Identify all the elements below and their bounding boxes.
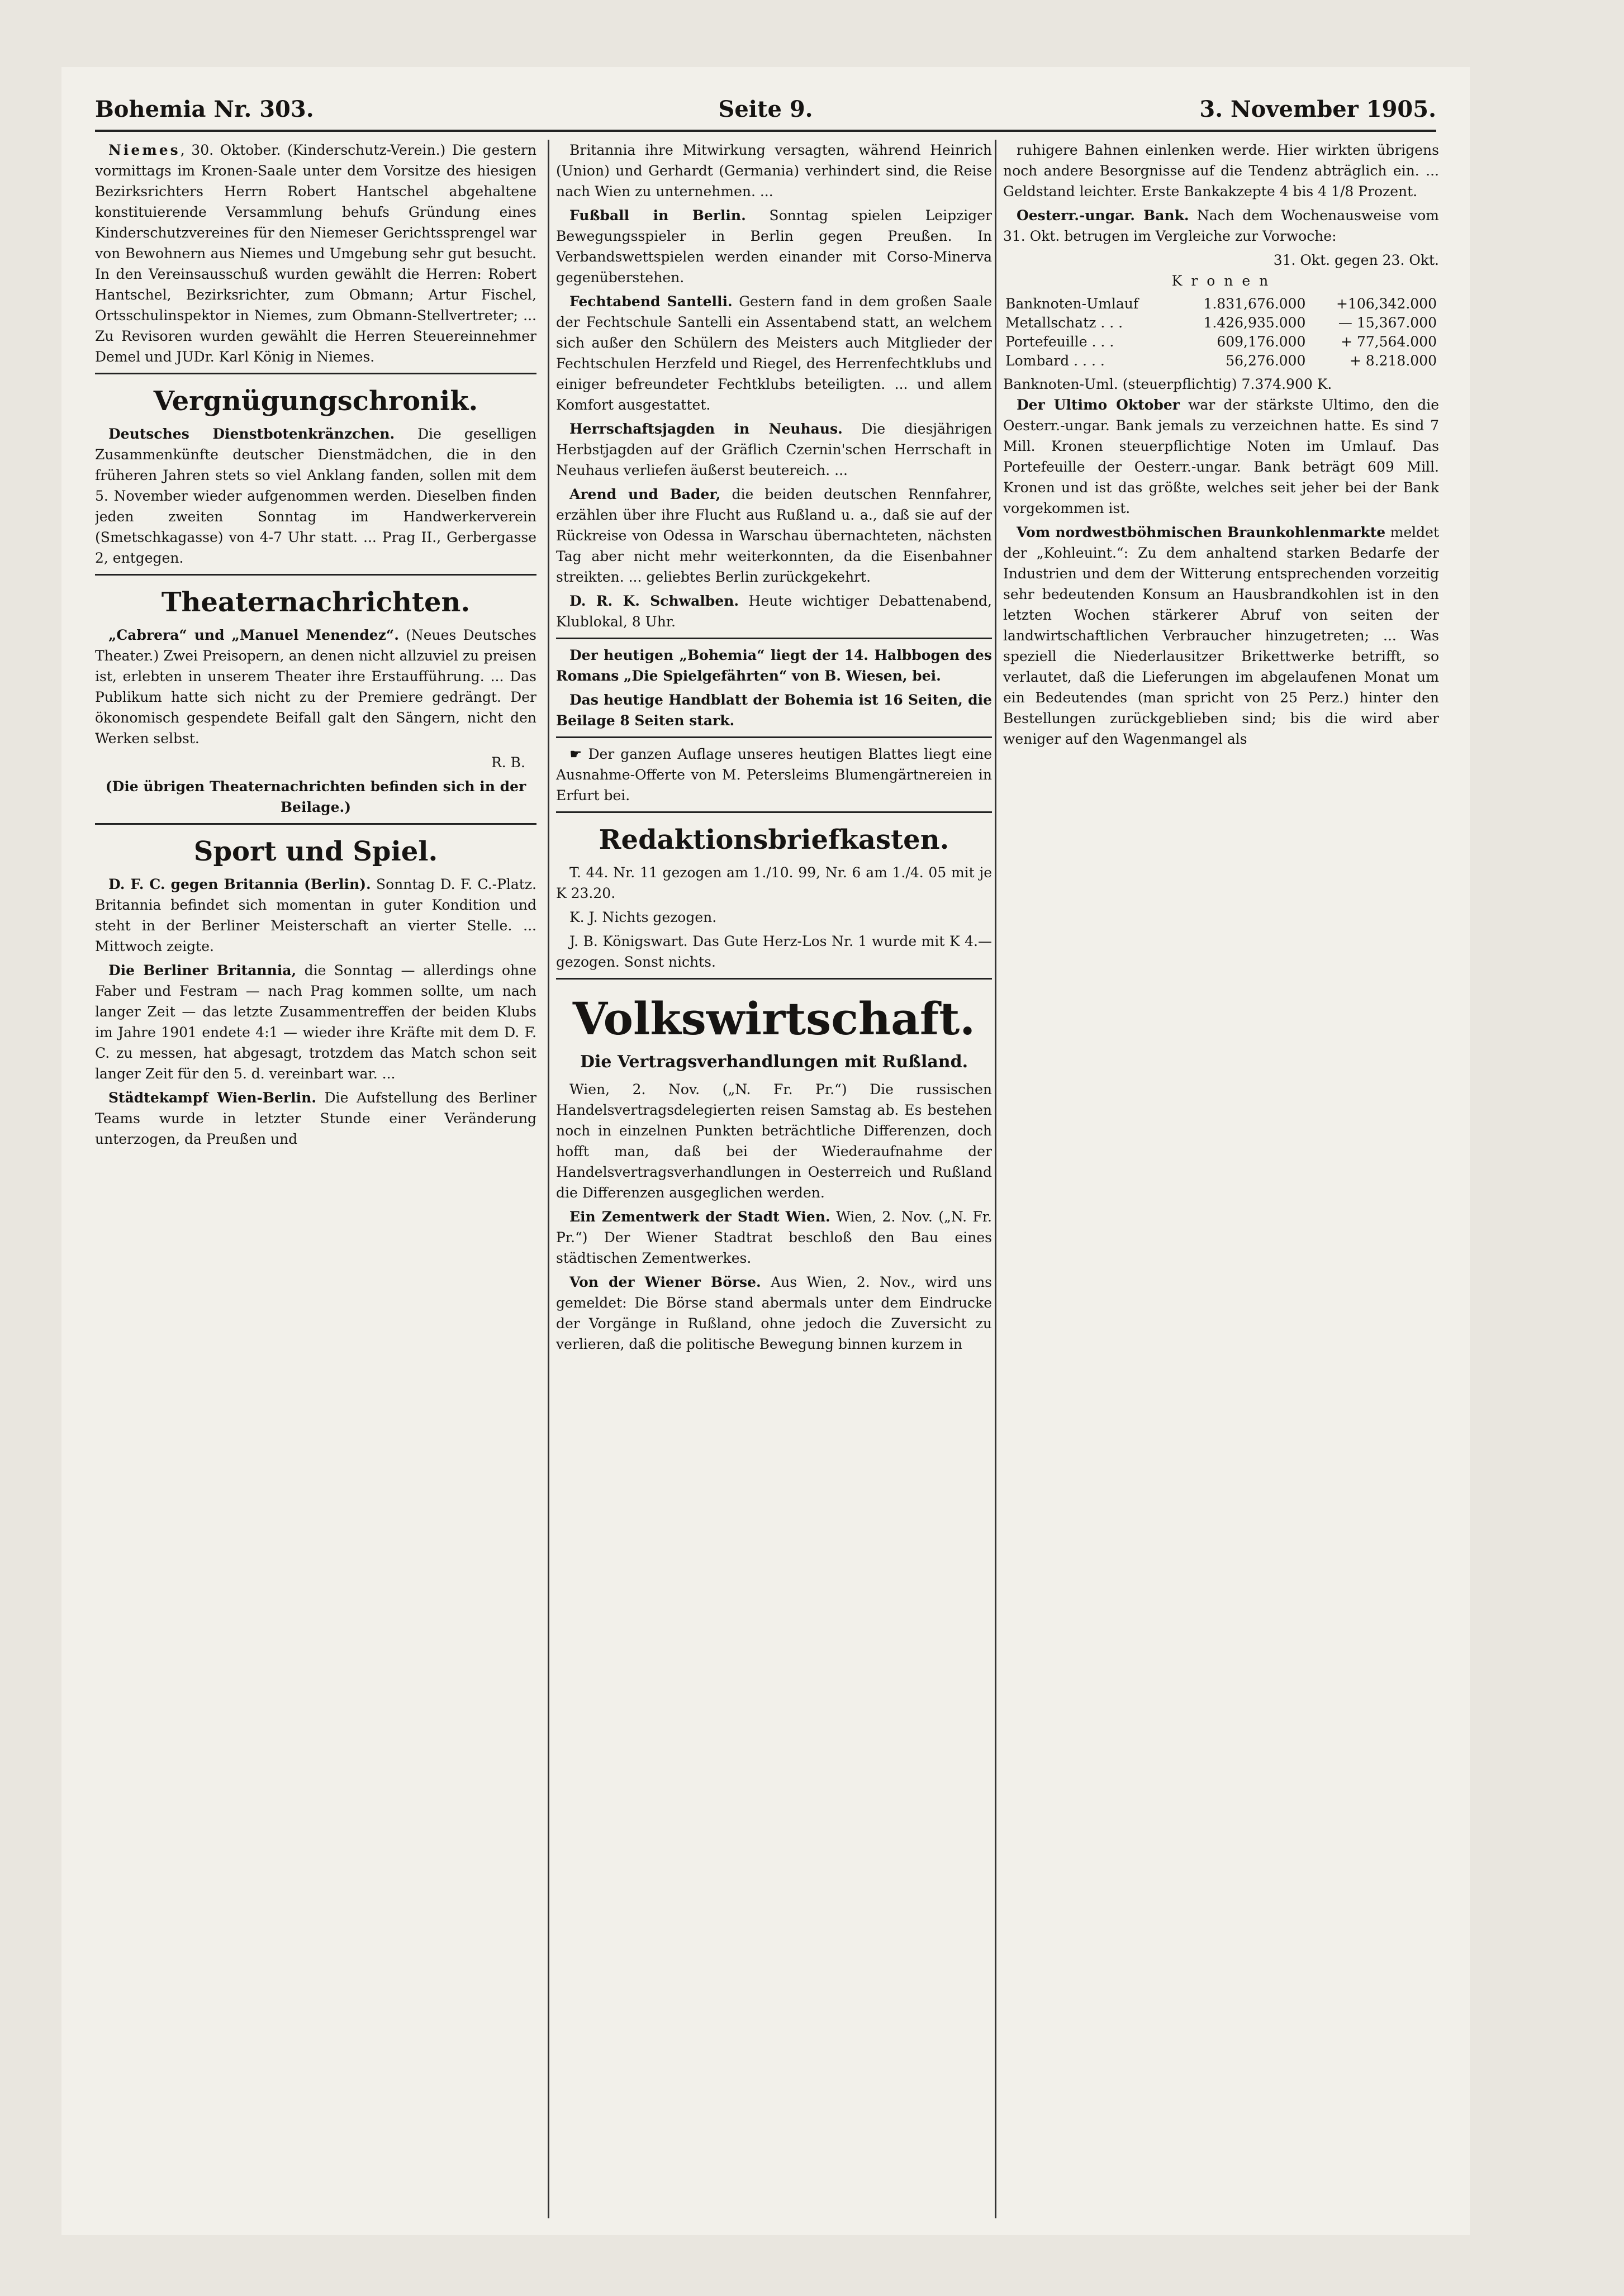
table-row	[1003, 332, 1439, 351]
column-3	[995, 140, 1439, 2218]
article-text: die Sonntag — allerdings ohne Faber und Festram — nach Prag kommen sollte, um nach langer Zeit — das letzte Zusammentreffen der beiden Klubs im Jahre 1901 endete 4:1 — wieder ihre Kräfte mit dem D. F. C. zu messen, hat abgesagt, trotzdem das Match schon seit langer Zeit für den 5. d. vereinbart war. ...	[95, 962, 536, 1082]
article-cabrera	[95, 625, 536, 749]
article-text: Heute wichtiger Debattenabend, Klublokal, 8 Uhr.	[556, 593, 992, 630]
section-heading-sport: Sport und Spiel.	[193, 836, 438, 867]
row-label: Portefeuille . . .	[1005, 334, 1114, 350]
article-text: Nach dem Wochenausweise vom 31. Okt. betrugen im Vergleiche zur Vorwoche:	[1003, 207, 1439, 244]
article-bank	[1003, 205, 1439, 246]
column-1	[95, 140, 536, 2218]
table-row	[1003, 294, 1439, 313]
article-title: Vom nordwestböhmischen Braunkohlenmarkte	[1017, 524, 1386, 540]
article-neuhaus	[556, 419, 992, 481]
article-text: die beiden deutschen Rennfahrer, erzählen über ihre Flucht aus Rußland u. a., daß sie auf der Rückreise von Odessa in Warschau übernachteten, nächsten Tag aber nicht mehr weiterkonnten, da die Eisenbahner streikten. ... geliebtes Berlin zurückgekehrt.	[556, 486, 992, 585]
column-2	[548, 140, 992, 2218]
article-title: D. R. K. Schwalben.	[569, 593, 739, 609]
article-title: Von der Wiener Börse.	[569, 1274, 761, 1290]
article-fussball	[556, 205, 992, 288]
notice-roman: Der heutigen „Bohemia“ liegt der 14. Halbbogen des Romans „Die Spielgefährten“ von B. Wiesen, bei.	[556, 647, 992, 684]
article-text: Aus Wien, 2. Nov., wird uns gemeldet: Die Börse stand abermals unter dem Eindrucke der Vorgänge in Rußland, ohne jedoch die Zuversicht zu verlieren, daß die politische Bewegung binnen kurzem in	[556, 1274, 992, 1352]
article-text: Sonntag D. F. C.-Platz. Britannia befindet sich momentan in guter Kondition und steht in der Berliner Meisterschaft an vierter Stelle. ... Mittwoch zeigte.	[95, 876, 536, 954]
article-text: Die geselligen Zusammenkünfte deutscher Dienstmädchen, die in den früheren Jahren stets so viel Anklang fanden, sollen mit dem 5. November wieder aufgenommen werden. Dieselben finden jeden zweiten Sonntag im Handwerkerverein (Smetschkagasse) von 4-7 Uhr statt. ... Prag II., Gerbergasse 2, entgegen.	[95, 426, 536, 566]
divider	[556, 811, 992, 813]
article-subheading: Die Vertragsverhandlungen mit Rußland.	[580, 1052, 968, 1072]
row-value: 1.426,935.000	[1203, 315, 1306, 331]
row-value: 56,276.000	[1226, 353, 1306, 369]
article-dfc-britannia	[95, 874, 536, 957]
article-title: Der Ultimo Oktober	[1017, 397, 1180, 413]
article-title: Oesterr.-ungar. Bank.	[1017, 207, 1189, 224]
divider	[95, 823, 536, 825]
article-title: „Cabrera“ und „Manuel Menendez“.	[108, 627, 399, 643]
bank-table	[1003, 294, 1439, 370]
article-title: D. F. C. gegen Britannia (Berlin).	[108, 876, 371, 892]
header-rule	[95, 130, 1436, 132]
article-title: Ein Zementwerk der Stadt Wien.	[569, 1209, 830, 1225]
article-title: Fechtabend Santelli.	[569, 293, 733, 310]
section-heading-vergnuegungschronik: Vergnügungschronik.	[153, 386, 478, 417]
row-change: + 8.218.000	[1349, 353, 1437, 369]
page-number: Seite 9.	[718, 96, 813, 122]
article-text: Gestern fand in dem großen Saale der Fechtschule Santelli ein Assentabend statt, an welchem sich außer den Schülern des Meisters auch Mitglieder der Fechtschulen Herzfeld und Riegel, des Herrenfechtklubs und einiger befreundeter Fechtklubs beteiligten. ... und allem Komfort ausgestattet.	[556, 293, 992, 413]
article-title: Deutsches Dienstbotenkränzchen.	[108, 426, 395, 442]
article-vertrag: Wien, 2. Nov. („N. Fr. Pr.“) Die russischen Handelsvertragsdelegierten reisen Samstag ab. Es bestehen noch in einzelnen Punkten beträchtliche Differenzen, doch hofft man, daß bei der Wiederaufnahme der Handelsvertragsverhandlungen in Oesterreich und Rußland die Differenzen ausgeglichen werden.	[556, 1081, 992, 1201]
article-niemes: Niemes, 30. Oktober. (Kinderschutz-Verein.) Die gestern vormittags im Kronen-Saale unter dem Vorsitze des hiesigen Bezirksrichters Herrn Robert Hantschel abgehaltene konstituierende Versammlung behufs Gründung eines Kinderschutzvereines für den Niemeser Gerichtssprengel war von Bewohnern aus Niemes und Umgebung sehr gut besucht. In den Vereinsausschuß wurden gewählt die Herren: Robert Hantschel, Bezirksrichter, zum Obmann; Artur Fischel, Ortsschulinspektor in Niemes, zum Obmann-Stellvertreter; ... Zu Revisoren wurden gewählt die Herren Steuereinnehmer Demel und JUDr. Karl König in Niemes.	[95, 142, 536, 365]
row-change: + 77,564.000	[1340, 334, 1437, 350]
article-text: Die diesjährigen Herbstjagden auf der Gräflich Czernin'schen Herrschaft in Neuhaus verliefen äußerst beutereich. ...	[556, 421, 992, 478]
table-row	[1003, 313, 1439, 332]
article-title: Arend und Bader,	[569, 486, 721, 502]
article-title: Herrschaftsjagden in Neuhaus.	[569, 421, 843, 437]
issue-date: 3. November 1905.	[1199, 96, 1436, 122]
notice-pages: Das heutige Handblatt der Bohemia ist 16 Seiten, die Beilage 8 Seiten stark.	[556, 692, 992, 729]
article-continuation: Britannia ihre Mitwirkung versagten, während Heinrich (Union) und Gerhardt (Germania) verhindert sind, die Reise nach Wien zu unternehmen. ...	[556, 142, 992, 199]
redaktion-entry: T. 44. Nr. 11 gezogen am 1./10. 99, Nr. 6 am 1./4. 05 mit je K 23.20.	[556, 864, 992, 901]
bank-tax-line: Banknoten-Uml. (steuerpflichtig) 7.374.900 K.	[1003, 376, 1332, 392]
article-ultimo	[1003, 394, 1439, 519]
article-title: Die Berliner Britannia,	[108, 962, 297, 978]
article-title: Niemes	[108, 142, 181, 158]
page-header	[95, 89, 1436, 129]
bank-table-unit: K r o n e n	[1171, 273, 1271, 289]
divider	[556, 978, 992, 980]
divider	[95, 373, 536, 374]
article-staedtekampf	[95, 1087, 536, 1149]
notice-beilage: ☛ Der ganzen Auflage unseres heutigen Blattes liegt eine Ausnahme-Offerte von M. Petersleims Blumengärtnereien in Erfurt bei.	[556, 746, 992, 804]
divider	[556, 638, 992, 639]
article-text: Wien, 2. Nov. („N. Fr. Pr.“) Der Wiener Stadtrat beschloß den Bau eines städtischen Zementwerkes.	[556, 1209, 992, 1266]
section-heading-redaktion: Redaktionsbriefkasten.	[599, 824, 949, 855]
article-title: Städtekampf Wien-Berlin.	[108, 1090, 316, 1106]
divider	[95, 574, 536, 576]
redaktion-entry: K. J. Nichts gezogen.	[569, 909, 717, 925]
section-heading-theater: Theaternachrichten.	[161, 587, 471, 618]
row-label: Banknoten-Umlauf	[1005, 296, 1139, 312]
redaktion-entry: J. B. Königswart. Das Gute Herz-Los Nr. 1 wurde mit K 4.— gezogen. Sonst nichts.	[556, 933, 992, 970]
article-text: war der stärkste Ultimo, den die Oesterr.-ungar. Bank jemals zu verzeichnen hatte. Es sind 7 Mill. Kronen steuerpflichtige Noten im Umlauf. Das Portefeuille der Oesterr.-ungar. Bank beträgt 609 Mill. Kronen und ist das größte, welches seit jeher bei der Bank vorgekommen ist.	[1003, 397, 1439, 516]
article-braunkohle	[1003, 522, 1439, 749]
article-title: Fußball in Berlin.	[569, 207, 746, 224]
article-text: 30. Oktober. (Kinderschutz-Verein.) Die gestern vormittags im Kronen-Saale unter dem Vorsitze des hiesigen Bezirksrichters Herrn Robert Hantschel abgehaltene konstituierende Versammlung behufs Gründung eines Kinderschutzvereines für den Niemeser Gerichtssprengel war von Bewohnern aus Niemes und Umgebung sehr gut besucht. In den Vereinsausschuß wurden gewählt die Herren: Robert Hantschel, Bezirksrichter, zum Obmann; Artur Fischel, Ortsschulinspektor in Niemes, zum Obmann-Stellvertreter; ... Zu Revisoren wurden gewählt die Herren Steuereinnehmer Demel und JUDr. Karl König in Niemes.	[95, 142, 536, 365]
article-dienstboten	[95, 424, 536, 568]
article-text: meldet der „Kohleuint.“: Zu dem anhaltend starken Bedarfe der Industrien und dem der Witterung entsprechenden vorzeitig sehr bedeutenden Konsum an Hausbrandkohlen ist in den letzten Wochen stärkerer Abruf von seiten der landwirtschaftlichen Verbraucher hinzugetreten; ... Was speziell die Niederlausitzer Brikettwerke betrifft, so verlautet, daß die Lieferungen im abgelaufenen Monat um ein Bedeutendes (man spricht von 25 Perz.) hinter den Bestellungen zurückgeblieben sind; bis die wird aber weniger auf den Wagenmangel als	[1003, 524, 1439, 747]
table-row	[1003, 351, 1439, 370]
article-text: (Neues Deutsches Theater.) Zwei Preisopern, an denen nicht allzuviel zu preisen ist, erlebten in unserem Theater ihre Erstaufführung. ... Das Publikum hatte sich nicht zu der Premiere gedrängt. Der ökonomisch gespendete Beifall galt den Sängern, nicht den Werken selbst.	[95, 627, 536, 747]
article-continuation: ruhigere Bahnen einlenken werde. Hier wirkten übrigens noch andere Besorgnisse auf die Tendenz abträglich ein. ... Geldstand leichter. Erste Bankakzepte 4 bis 4 1/8 Prozent.	[1003, 142, 1439, 199]
bank-table-heading: 31. Okt. gegen 23. Okt.	[1273, 252, 1439, 268]
article-arend-bader	[556, 484, 992, 587]
theater-note: (Die übrigen Theaternachrichten befinden sich in der Beilage.)	[105, 778, 526, 815]
row-label: Metallschatz . . .	[1005, 315, 1123, 331]
article-schwalben	[556, 591, 992, 632]
divider	[556, 736, 992, 738]
row-change: — 15,367.000	[1338, 315, 1437, 331]
article-text: Sonntag spielen Leipziger Bewegungsspieler in Berlin gegen Preußen. In Verbandswettspielen werden einander mit Corso-Minerva gegenüberstehen.	[556, 207, 992, 286]
newspaper-page	[61, 67, 1470, 2235]
row-value: 1.831,676.000	[1203, 296, 1306, 312]
article-text: Die Aufstellung des Berliner Teams wurde in letzter Stunde einer Veränderung unterzogen, da Preußen und	[95, 1090, 536, 1147]
article-boerse	[556, 1272, 992, 1354]
article-zementwerk	[556, 1206, 992, 1268]
section-heading-volkswirtschaft: Volkswirtschaft.	[572, 992, 976, 1045]
issue-number: Bohemia Nr. 303.	[95, 96, 314, 122]
row-value: 609,176.000	[1217, 334, 1306, 350]
article-fechtabend	[556, 291, 992, 415]
author-signature: R. B.	[491, 754, 525, 771]
row-label: Lombard . . . .	[1005, 353, 1105, 369]
row-change: +106,342.000	[1336, 296, 1437, 312]
article-berliner-britannia	[95, 960, 536, 1084]
